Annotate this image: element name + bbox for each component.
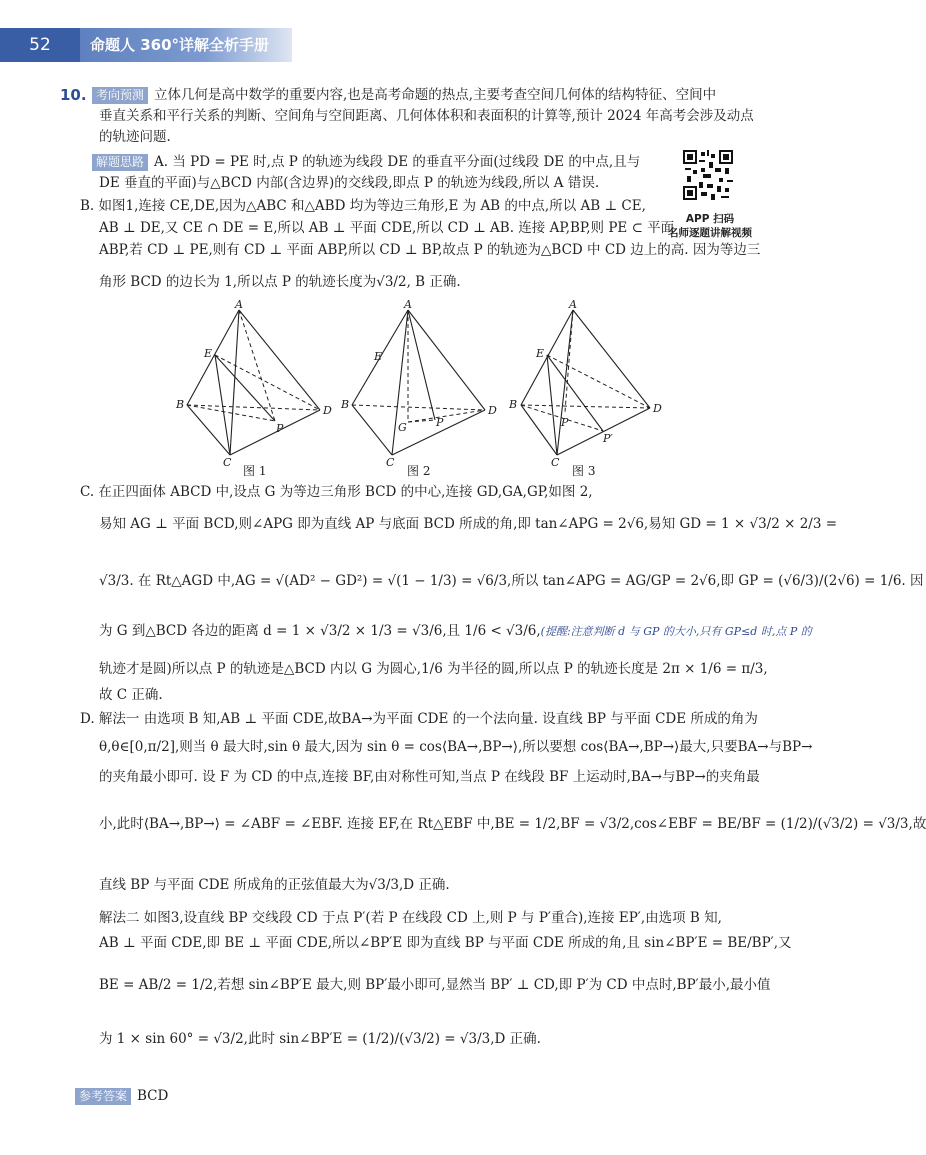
solution-line: C. 在正四面体 ABCD 中,设点 G 为等边三角形 BCD 的中心,连接 GD,GA,GP,如图 2, <box>80 484 593 500</box>
figure-1 <box>175 298 335 469</box>
label-p: P <box>561 416 569 429</box>
label-d: D <box>323 404 332 417</box>
label-d: D <box>653 402 662 415</box>
figure-2 <box>340 298 500 469</box>
label-p: P <box>436 416 444 429</box>
label-p: P <box>276 422 284 435</box>
label-c: C <box>551 456 560 469</box>
solution-line: 小,此时⟨BA→,BP→⟩ = ∠ABF = ∠EBF. 连接 EF,在 Rt△EBF 中,BE = 1/2,BF = √3/2,cos∠EBF = BE/BF = (1/2)/(√3/2) = √3/3,故 <box>99 816 926 832</box>
solution-line: AB ⊥ 平面 CDE,即 BE ⊥ 平面 CDE,所以∠BP′E 即为直线 BP 与平面 CDE 所成的角,且 sin∠BP′E = BE/BP′,又 <box>99 935 792 951</box>
solution-line: 的夹角最小即可. 设 F 为 CD 的中点,连接 BF,由对称性可知,当点 P 在线段 BF 上运动时,BA→与BP→的夹角最 <box>99 769 760 785</box>
question-line: 的轨迹问题. <box>99 129 171 145</box>
label-b: B <box>341 398 350 411</box>
solution-line: 直线 BP 与平面 CDE 所成角的正弦值最大为√3/3,D 正确. <box>99 877 450 893</box>
label-e: E <box>204 347 213 360</box>
answer-value: BCD <box>137 1088 169 1104</box>
solution-line: B. 如图1,连接 CE,DE,因为△ABC 和△ABD 均为等边三角形,E 为 AB 的中点,所以 AB ⊥ CE, <box>80 198 646 214</box>
page-header <box>0 28 292 62</box>
figure-3 <box>505 298 665 469</box>
prediction-tag: 考向预测 <box>92 87 148 104</box>
label-a: A <box>569 298 577 311</box>
solution-line: 解法二 如图3,设直线 BP 交线段 CD 于点 P′(若 P 在线段 CD 上,则 P 与 P′重合),连接 EP′,由选项 B 知, <box>99 910 722 926</box>
label-p-prime: P′ <box>603 432 613 445</box>
label-c: C <box>386 456 395 469</box>
solution-line: 解题思路 A. 当 PD = PE 时,点 P 的轨迹为线段 DE 的垂直平分面(过线段 DE 的中点,且与 <box>92 153 640 171</box>
page-number: 52 <box>0 28 80 62</box>
solution-line: √3/3. 在 Rt△AGD 中,AG = √(AD² − GD²) = √(1 − 1/3) = √6/3,所以 tan∠APG = AG/GP = 2√6,即 GP = (√6/3)/(2√6) = 1/6. 因 <box>99 573 924 589</box>
answer-tag: 参考答案 <box>75 1088 131 1105</box>
label-b: B <box>176 398 185 411</box>
solution-line: 故 C 正确. <box>99 687 163 703</box>
solution-line: 为 G 到△BCD 各边的距离 d = 1 × √3/2 × 1/3 = √3/6,且 1/6 < √3/6,(提醒:注意判断 d 与 GP 的大小,只有 GP≤d 时,点 P 的 <box>99 623 812 639</box>
figure-caption: 图 2 <box>407 464 431 478</box>
label-b: B <box>509 398 518 411</box>
question-number: 10. <box>60 86 87 104</box>
label-e: E <box>536 347 545 360</box>
solution-line: D. 解法一 由选项 B 知,AB ⊥ 平面 CDE,故BA→为平面 CDE 的一个法向量. 设直线 BP 与平面 CDE 所成的角为 <box>80 711 758 727</box>
label-g: G <box>398 421 407 434</box>
figure-caption: 图 1 <box>243 464 267 478</box>
solution-line: AB ⊥ DE,又 CE ∩ DE = E,所以 AB ⊥ 平面 CDE,所以 CD ⊥ AB. 连接 AP,BP,则 PE ⊂ 平面 <box>99 220 675 236</box>
solution-line: 易知 AG ⊥ 平面 BCD,则∠APG 即为直线 AP 与底面 BCD 所成的角,即 tan∠APG = 2√6,易知 GD = 1 × √3/2 × 2/3 = <box>99 516 838 532</box>
solution-line: 轨迹才是圆)所以点 P 的轨迹是△BCD 内以 G 为圆心,1/6 为半径的圆,所以点 P 的轨迹长度是 2π × 1/6 = π/3, <box>99 661 768 677</box>
solution-line: BE = AB/2 = 1/2,若想 sin∠BP′E 最大,则 BP′最小即可,显然当 BP′ ⊥ CD,即 P′为 CD 中点时,BP′最小,最小值 <box>99 977 771 993</box>
solution-line: DE 垂直的平面)与△BCD 内部(含边界)的交线段,即点 P 的轨迹为线段,所以 A 错误. <box>99 175 600 191</box>
question-line: 考向预测 立体几何是高中数学的重要内容,也是高考命题的热点,主要考查空间几何体的结构特征、空间中 <box>92 86 716 104</box>
figure-caption: 图 3 <box>572 464 596 478</box>
label-e: E <box>374 350 383 363</box>
label-a: A <box>235 298 243 311</box>
solution-line: θ,θ∈[0,π/2],则当 θ 最大时,sin θ 最大,因为 sin θ = cos⟨BA→,BP→⟩,所以要想 cos⟨BA→,BP→⟩最大,只要BA→与BP→ <box>99 739 813 755</box>
reference-answer <box>75 1088 168 1105</box>
qr-caption: APP 扫码 名师逐题讲解视频 <box>668 213 752 239</box>
book-title: 命题人 360°详解全析手册 <box>90 36 270 54</box>
solution-line: ABP,若 CD ⊥ PE,则有 CD ⊥ 平面 ABP,所以 CD ⊥ BP,故点 P 的轨迹为△BCD 中 CD 边上的高. 因为等边三 <box>99 242 761 258</box>
solution-line: 为 1 × sin 60° = √3/2,此时 sin∠BP′E = (1/2)/(√3/2) = √3/3,D 正确. <box>99 1031 541 1047</box>
qr-code[interactable] <box>683 150 733 200</box>
reminder-note: (提醒:注意判断 d 与 GP 的大小,只有 GP≤d 时,点 P 的 <box>540 625 812 638</box>
solution-line: 角形 BCD 的边长为 1,所以点 P 的轨迹长度为√3/2, B 正确. <box>99 274 461 290</box>
label-c: C <box>223 456 232 469</box>
label-d: D <box>488 404 497 417</box>
solution-tag: 解题思路 <box>92 154 148 171</box>
label-a: A <box>404 298 412 311</box>
question-line: 垂直关系和平行关系的判断、空间角与空间距离、几何体体积和表面积的计算等,预计 2024 年高考会涉及动点 <box>99 108 754 124</box>
